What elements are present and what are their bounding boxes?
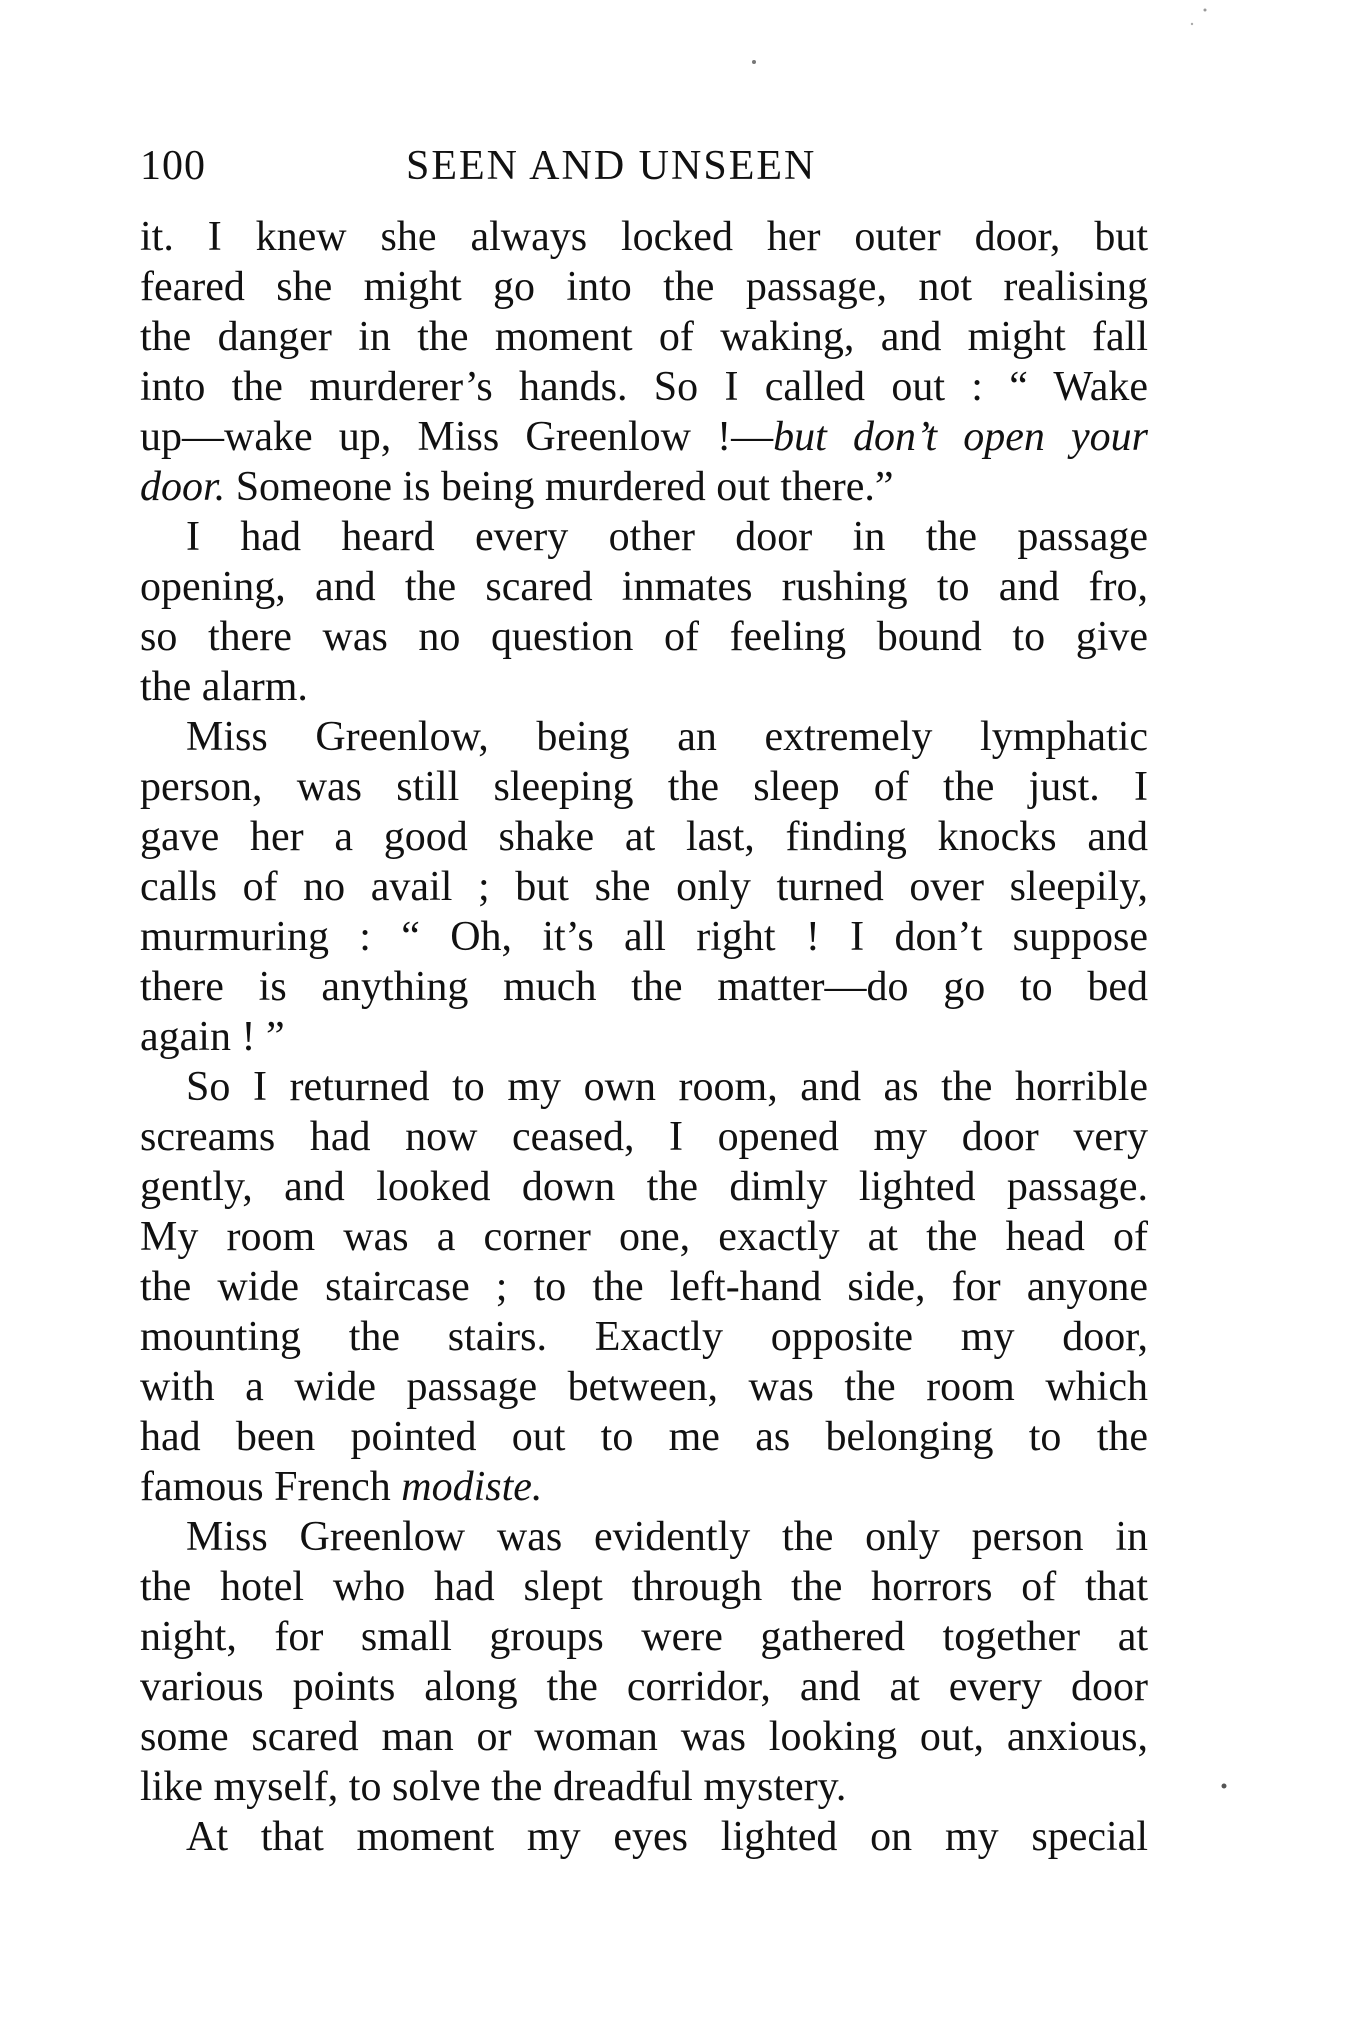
text-line bbox=[140, 1312, 1148, 1362]
body-text bbox=[140, 212, 1148, 1862]
text-run: the hotel who had slept through the horrors of that bbox=[140, 1564, 1148, 1610]
scan-speck bbox=[1204, 9, 1207, 12]
text-line bbox=[140, 762, 1148, 812]
paragraph bbox=[140, 1512, 1148, 1812]
paragraph bbox=[140, 512, 1148, 712]
text-run: up—wake up, Miss Greenlow !— bbox=[140, 414, 774, 460]
text-line bbox=[140, 1662, 1148, 1712]
text-run: opening, and the scared inmates rushing to and fro, bbox=[140, 564, 1148, 610]
text-line bbox=[140, 1712, 1148, 1762]
text-run: into the murderer’s hands. So I called out : “ Wake bbox=[140, 364, 1148, 410]
text-run: there is anything much the matter—do go to bed bbox=[140, 964, 1148, 1010]
text-run: it. I knew she always locked her outer door, but bbox=[140, 214, 1148, 260]
text-run: had been pointed out to me as belonging to the bbox=[140, 1414, 1148, 1460]
running-title: SEEN AND UNSEEN bbox=[406, 143, 817, 189]
text-line bbox=[140, 1112, 1148, 1162]
text-line bbox=[140, 812, 1148, 862]
text-line bbox=[140, 1462, 1148, 1512]
text-run: I had heard every other door in the passage bbox=[186, 514, 1148, 560]
text-line bbox=[140, 412, 1148, 462]
text-run: So I returned to my own room, and as the horrible bbox=[186, 1064, 1148, 1110]
text-run: various points along the corridor, and at every door bbox=[140, 1664, 1148, 1710]
text-line bbox=[140, 1512, 1148, 1562]
text-line bbox=[140, 1562, 1148, 1612]
text-run: Miss Greenlow was evidently the only person in bbox=[186, 1514, 1148, 1560]
text-line bbox=[140, 712, 1148, 762]
text-line bbox=[140, 562, 1148, 612]
text-run: screams had now ceased, I opened my door very bbox=[140, 1114, 1148, 1160]
scan-speck bbox=[1191, 23, 1193, 25]
text-line bbox=[140, 1612, 1148, 1662]
text-run: gave her a good shake at last, finding knocks and bbox=[140, 814, 1148, 860]
text-line bbox=[140, 362, 1148, 412]
text-run: the alarm. bbox=[140, 664, 308, 710]
text-run: person, was still sleeping the sleep of the just. I bbox=[140, 764, 1148, 810]
text-run: night, for small groups were gathered together at bbox=[140, 1614, 1148, 1660]
text-line bbox=[140, 662, 1148, 712]
text-run: mounting the stairs. Exactly opposite my door, bbox=[140, 1314, 1148, 1360]
italic-text: but don’t open your bbox=[773, 414, 1149, 460]
text-run: again ! ” bbox=[140, 1014, 285, 1060]
text-run: some scared man or woman was looking out, anxious, bbox=[140, 1714, 1148, 1760]
text-run: the wide staircase ; to the left-hand side, for anyone bbox=[140, 1264, 1148, 1310]
text-line bbox=[140, 462, 1148, 512]
text-line bbox=[140, 512, 1148, 562]
text-line bbox=[140, 1362, 1148, 1412]
page-number: 100 bbox=[140, 143, 206, 189]
scan-speck bbox=[752, 60, 756, 64]
italic-text: modiste. bbox=[401, 1464, 543, 1510]
text-line bbox=[140, 1212, 1148, 1262]
text-run: famous French bbox=[140, 1464, 402, 1510]
text-run: so there was no question of feeling bound to give bbox=[140, 614, 1148, 660]
paragraph bbox=[140, 1062, 1148, 1512]
text-run: with a wide passage between, was the room which bbox=[140, 1364, 1148, 1410]
paragraph bbox=[140, 212, 1148, 512]
text-line bbox=[140, 1412, 1148, 1462]
text-run: murmuring : “ Oh, it’s all right ! I don’t suppose bbox=[140, 914, 1148, 960]
text-line bbox=[140, 262, 1148, 312]
text-run: My room was a corner one, exactly at the head of bbox=[140, 1214, 1148, 1260]
text-line bbox=[140, 962, 1148, 1012]
text-run: feared she might go into the passage, not realising bbox=[140, 264, 1148, 310]
text-run: At that moment my eyes lighted on my special bbox=[186, 1814, 1148, 1860]
running-head bbox=[140, 136, 1148, 196]
text-line bbox=[140, 1762, 1148, 1812]
italic-text: door. bbox=[140, 464, 226, 510]
paragraph bbox=[140, 712, 1148, 1062]
text-line bbox=[140, 862, 1148, 912]
text-run: like myself, to solve the dreadful mystery. bbox=[140, 1764, 847, 1810]
text-run: gently, and looked down the dimly lighted passage. bbox=[140, 1164, 1148, 1210]
text-run: calls of no avail ; but she only turned over sleepily, bbox=[140, 864, 1148, 910]
scan-speck bbox=[1222, 1784, 1227, 1789]
text-line bbox=[140, 1162, 1148, 1212]
text-line bbox=[140, 212, 1148, 262]
text-line bbox=[140, 1062, 1148, 1112]
text-line bbox=[140, 312, 1148, 362]
text-line bbox=[140, 1262, 1148, 1312]
text-line bbox=[140, 1812, 1148, 1862]
text-line bbox=[140, 612, 1148, 662]
text-run: Someone is being murdered out there.” bbox=[225, 464, 894, 510]
text-run: Miss Greenlow, being an extremely lymphatic bbox=[186, 714, 1148, 760]
paragraph bbox=[140, 1812, 1148, 1862]
text-line bbox=[140, 912, 1148, 962]
text-line bbox=[140, 1012, 1148, 1062]
text-run: the danger in the moment of waking, and might fall bbox=[140, 314, 1148, 360]
